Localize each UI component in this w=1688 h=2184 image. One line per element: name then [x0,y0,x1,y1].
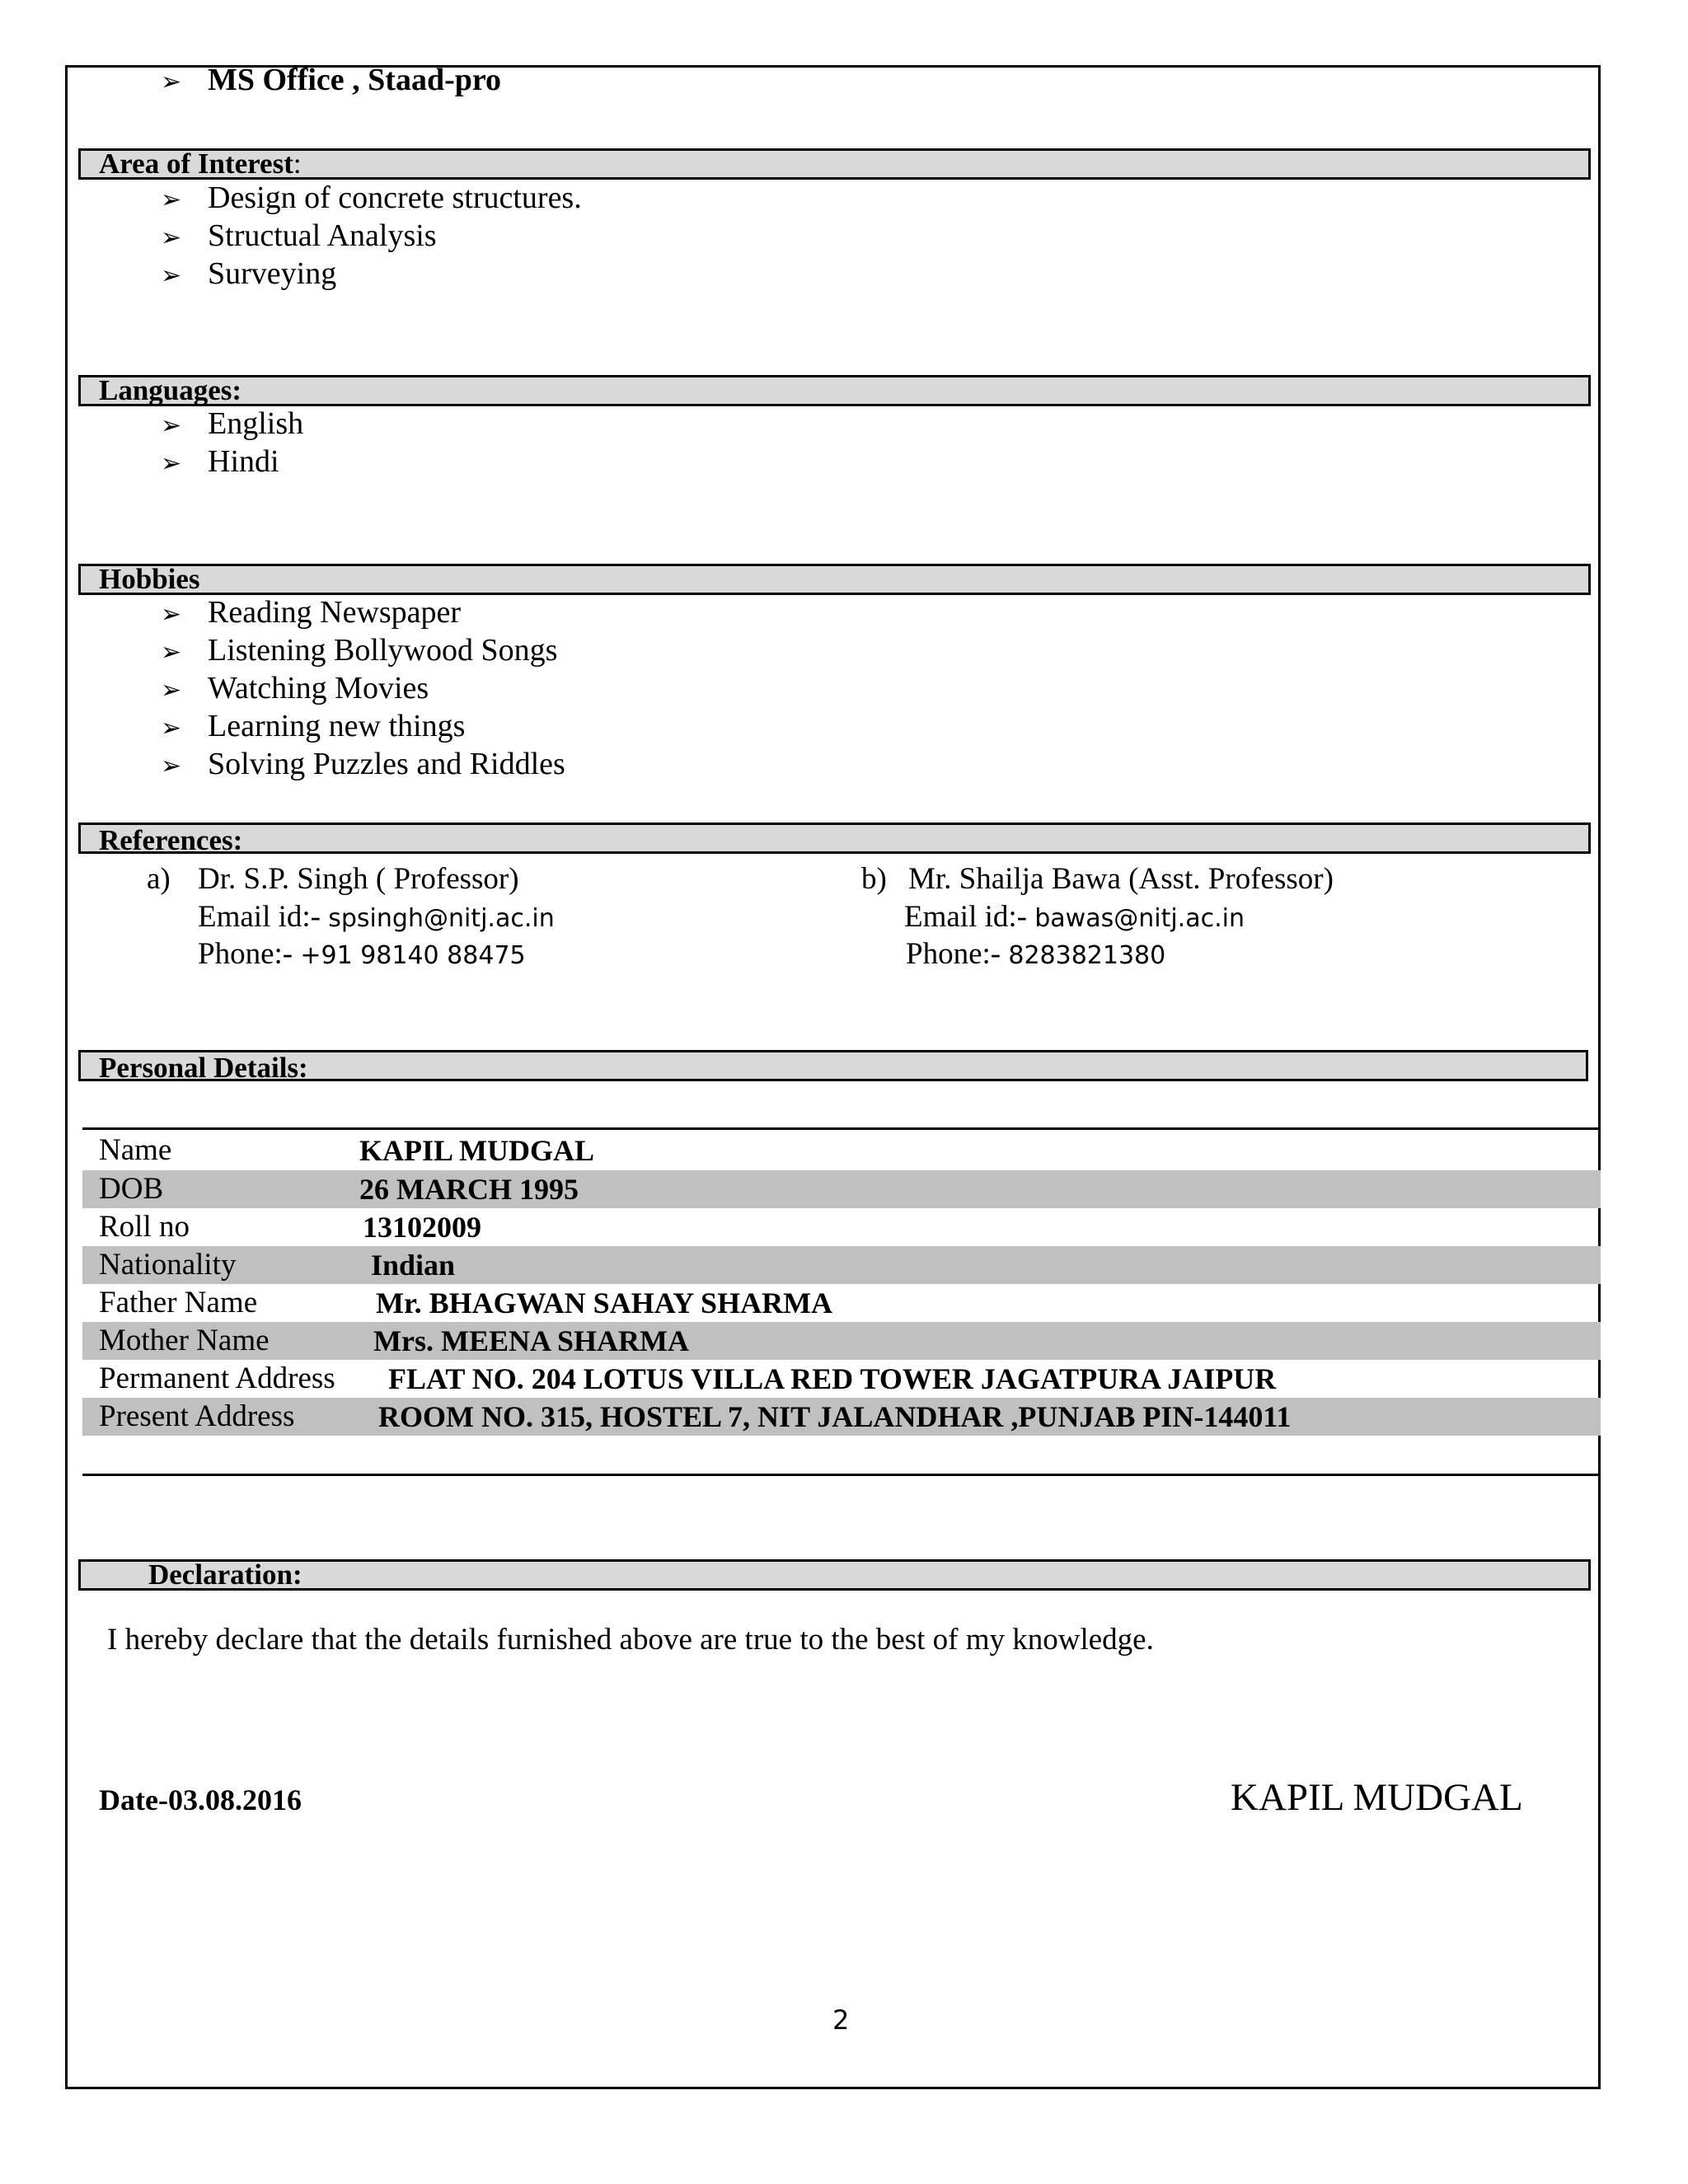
reference-b-email: Email id:- bawas@nitj.ac.in [904,900,1245,934]
divider [82,1127,1601,1130]
row-label: Roll no [99,1210,190,1244]
table-row [82,1208,1601,1246]
declaration-text: I hereby declare that the details furnished above are true to the best of my knowledge. [107,1623,1154,1657]
reference-b-name: Mr. Shailja Bawa (Asst. Professor) [908,862,1334,896]
arrow-bullet-icon: ➢ [161,411,182,440]
reference-b-phone: Phone:- 8283821380 [906,937,1166,971]
section-title-hobbies: Hobbies [99,563,200,595]
declaration-date: Date-03.08.2016 [99,1783,302,1816]
list-item: ➢ Structual Analysis [161,217,437,257]
row-value: 13102009 [363,1211,481,1244]
list-item: ➢ Surveying [161,255,336,295]
reference-a-email: Email id:- spsingh@nitj.ac.in [198,900,555,934]
row-label: Present Address [99,1399,295,1433]
arrow-bullet-icon: ➢ [161,714,182,743]
section-bar-hobbies [78,564,1591,595]
list-item: ➢ Learning new things [161,707,465,748]
row-label: DOB [99,1172,164,1206]
section-bar-languages [78,375,1591,406]
section-title-references: References: [99,824,243,856]
arrow-bullet-icon: ➢ [161,676,182,705]
section-title-personal-details: Personal Details: [99,1052,308,1084]
table-row [82,1246,1601,1284]
section-bar-declaration [78,1559,1591,1591]
arrow-bullet-icon: ➢ [161,752,182,780]
section-title-languages: Languages: [99,374,242,406]
arrow-bullet-icon: ➢ [161,449,182,478]
reference-a-name: Dr. S.P. Singh ( Professor) [198,862,519,896]
list-item: ➢ Design of concrete structures. [161,179,582,219]
arrow-bullet-icon: ➢ [161,185,182,214]
arrow-bullet-icon: ➢ [161,261,182,290]
table-row [82,1398,1601,1436]
arrow-bullet-icon: ➢ [161,223,182,252]
signature-name: KAPIL MUDGAL [1231,1776,1523,1819]
page-number: 2 [832,2004,850,2036]
table-row [82,1132,1601,1169]
row-label: Name [99,1133,172,1167]
reference-a-phone: Phone:- +91 98140 88475 [198,937,526,971]
row-value: Indian [371,1249,456,1282]
row-value: 26 MARCH 1995 [359,1173,579,1206]
list-item: ➢ Solving Puzzles and Riddles [161,745,565,785]
table-row [82,1322,1601,1360]
list-item: ➢ Watching Movies [161,669,429,710]
section-bar-area-of-interest [78,148,1591,180]
table-row [82,1360,1601,1398]
arrow-bullet-icon: ➢ [161,600,182,629]
skills-item: ➢ MS Office , Staad-pro [161,61,501,101]
row-label: Nationality [99,1248,237,1282]
section-title-declaration: Declaration: [148,1558,302,1591]
row-value: FLAT NO. 204 LOTUS VILLA RED TOWER JAGATPURA JAIPUR [388,1362,1277,1395]
row-value: KAPIL MUDGAL [359,1134,595,1167]
row-label: Permanent Address [99,1361,335,1395]
divider [82,1474,1601,1476]
row-value: ROOM NO. 315, HOSTEL 7, NIT JALANDHAR ,PUNJAB PIN-144011 [378,1400,1292,1433]
table-row [82,1170,1601,1208]
reference-b-marker: b) [861,862,887,896]
reference-a-marker: a) [147,862,171,896]
list-item: ➢ Hindi [161,443,279,483]
row-label: Mother Name [99,1324,270,1357]
list-item: ➢ English [161,405,303,445]
table-row [82,1284,1601,1322]
section-title-area-of-interest: Area of Interest: [99,148,302,180]
row-value: Mrs. MEENA SHARMA [373,1324,689,1357]
row-value: Mr. BHAGWAN SAHAY SHARMA [376,1286,833,1319]
list-item: ➢ Reading Newspaper [161,593,461,634]
arrow-bullet-icon: ➢ [161,638,182,667]
arrow-bullet-icon: ➢ [161,68,182,96]
row-label: Father Name [99,1286,258,1319]
section-bar-references [78,823,1591,854]
list-item: ➢ Listening Bollywood Songs [161,631,557,672]
